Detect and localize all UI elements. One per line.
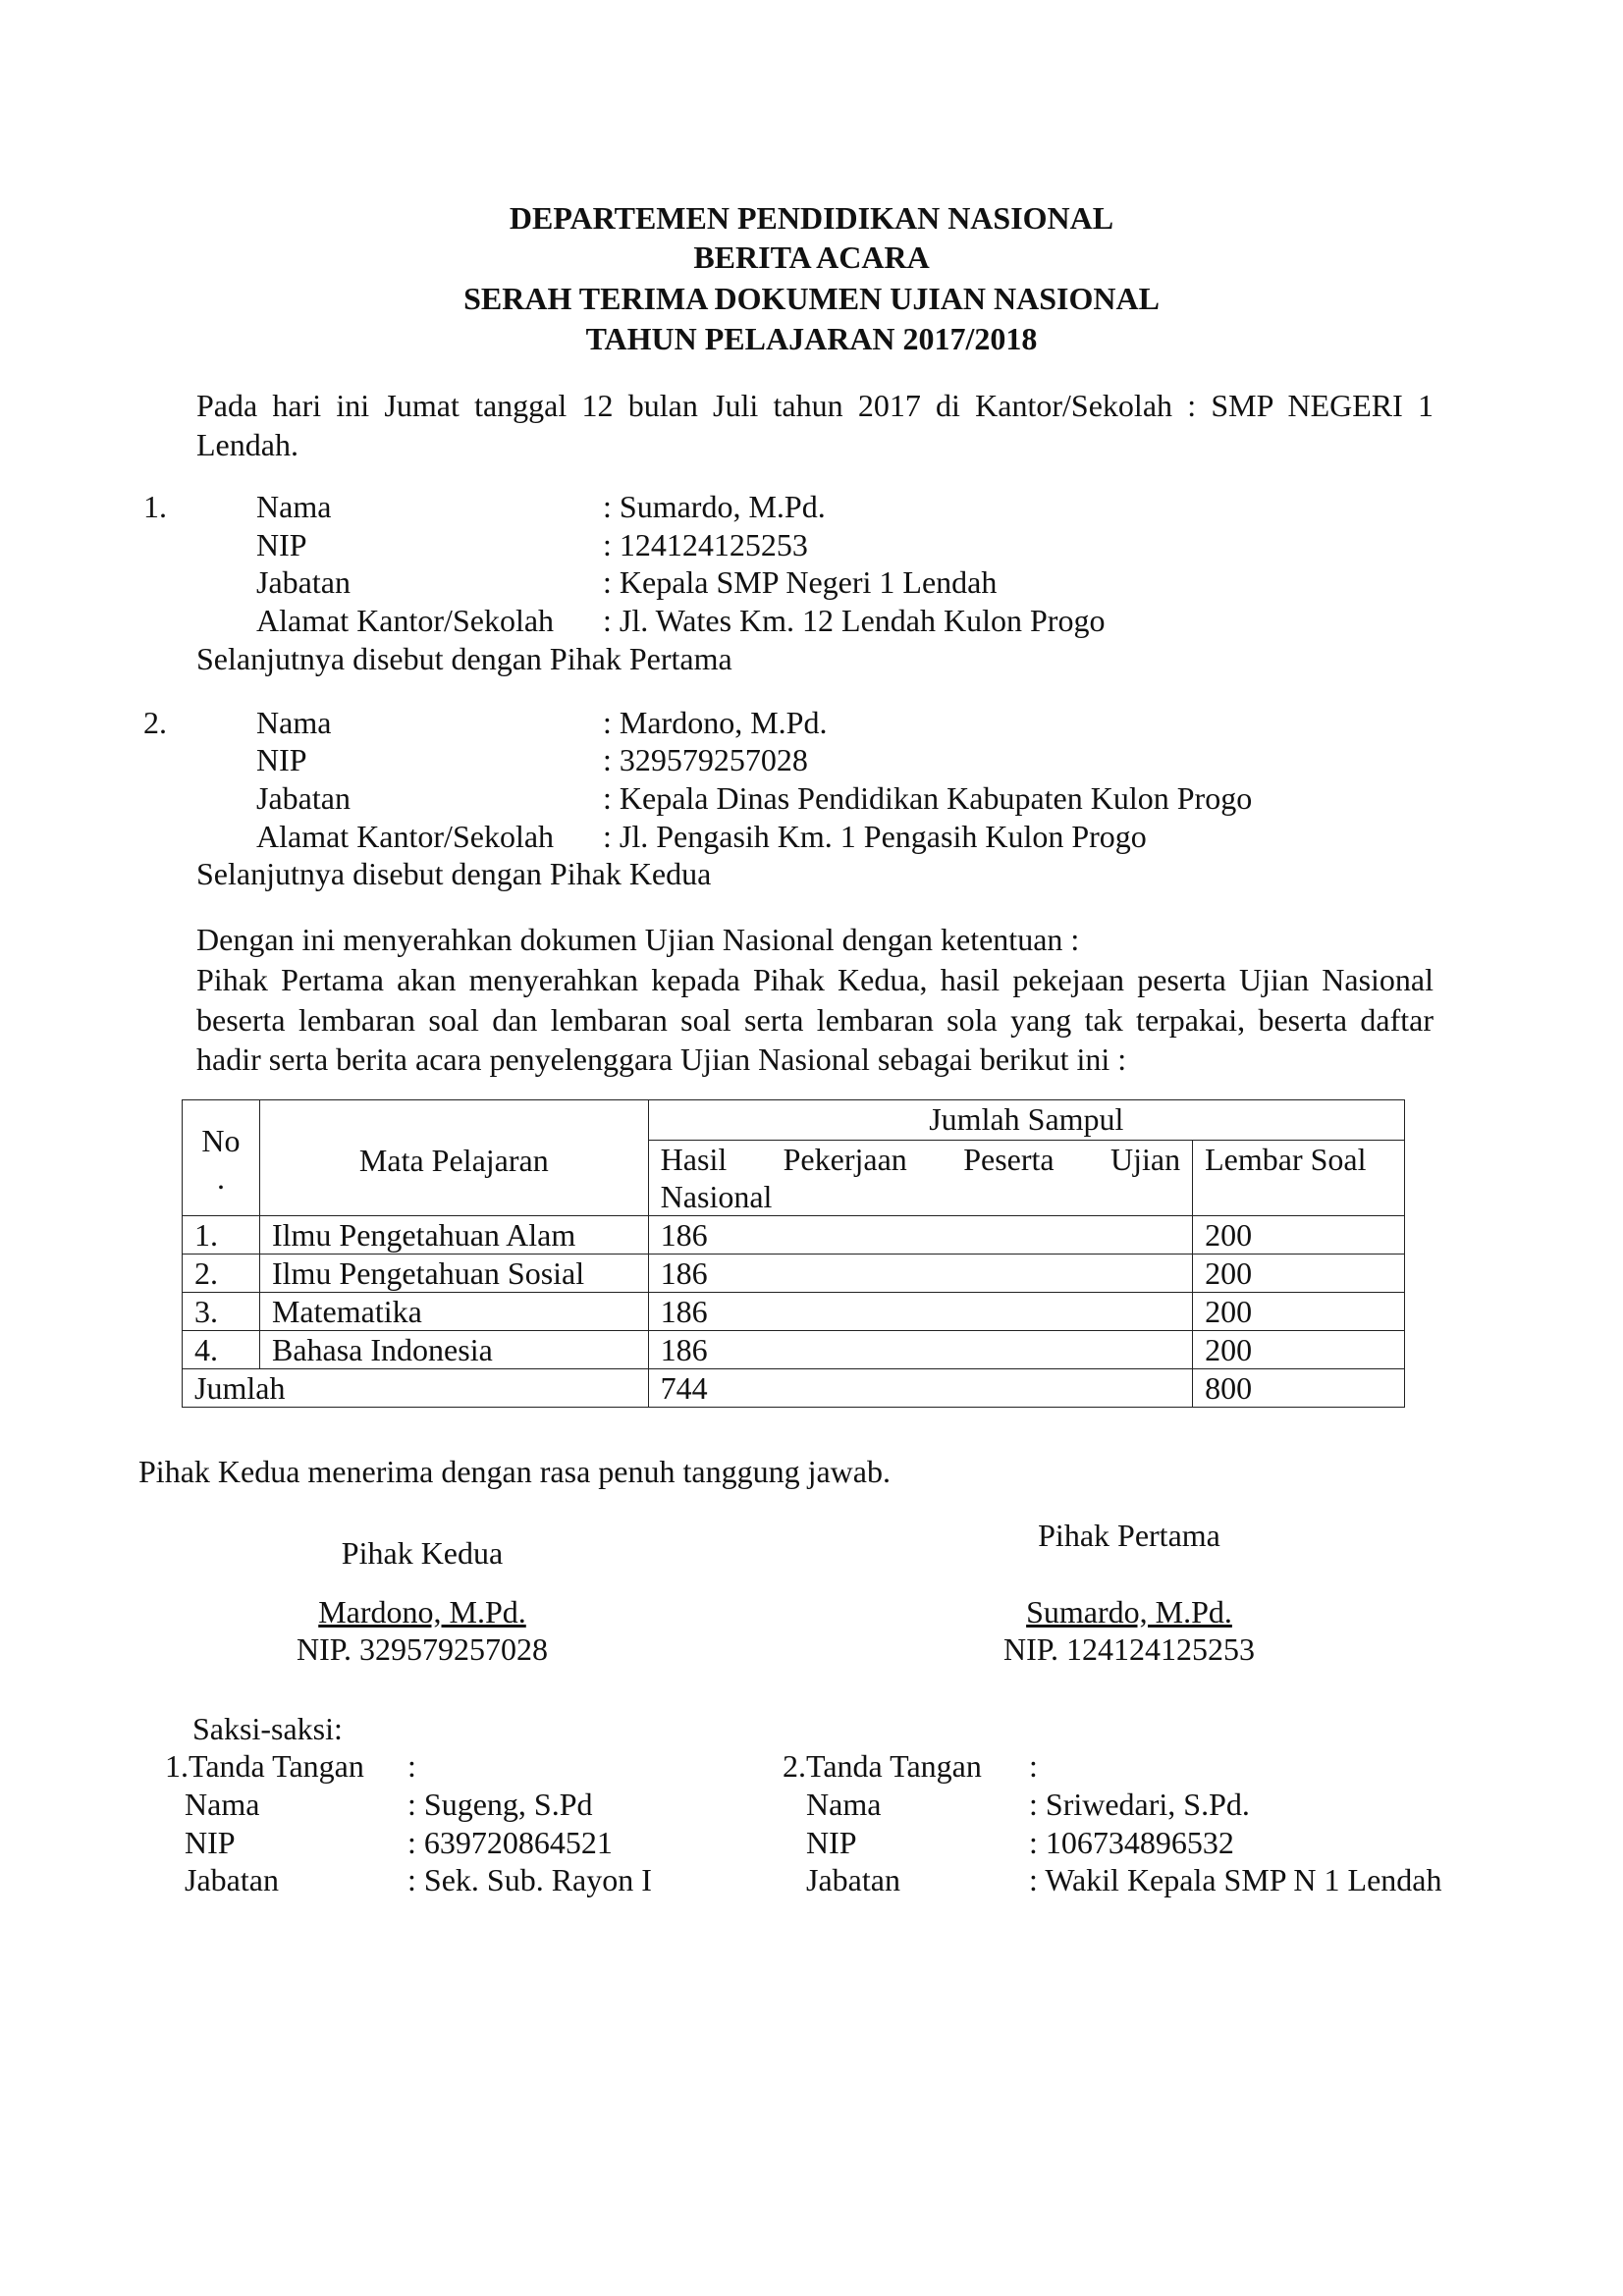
row-subject: Ilmu Pengetahuan Sosial	[259, 1255, 648, 1293]
row-no: 4.	[183, 1331, 260, 1369]
table-header-hasil	[648, 1141, 1192, 1216]
party1-alamat-value: : Jl. Wates Km. 12 Lendah Kulon Progo	[603, 603, 1106, 638]
party1-nip-label: NIP	[256, 527, 307, 562]
right-signature-name: Sumardo, M.Pd.	[1026, 1594, 1232, 1629]
row-lembar: 200	[1193, 1255, 1405, 1293]
hasil-header-line-1: Hasil Pekerjaan Peserta Ujian	[660, 1142, 1181, 1177]
right-signature-nip: NIP. 124124125253	[1002, 1631, 1255, 1667]
no-header-line-1: No	[201, 1123, 241, 1158]
subject-header-text: Mata Pelajaran	[358, 1143, 549, 1178]
header-line-1: DEPARTEMEN PENDIDIKAN NASIONAL	[509, 200, 1114, 236]
row-lembar: 200	[1193, 1293, 1405, 1331]
intro-line-1: Pada hari ini Jumat tanggal 12 bulan Juli tahun 2017 di Kantor/Sekolah : SMP NEGERI 1	[196, 388, 1434, 423]
acceptance-text: Pihak Kedua menerima dengan rasa penuh tanggung jawab.	[138, 1454, 891, 1489]
table-total-row	[183, 1369, 1405, 1408]
witness1-jabatan-label: Jabatan	[185, 1862, 279, 1897]
row-lembar: 200	[1193, 1216, 1405, 1255]
party2-name-label: Nama	[256, 705, 332, 740]
row-hasil: 186	[648, 1255, 1192, 1293]
exam-documents-table	[182, 1099, 1405, 1408]
body-line-1: Dengan ini menyerahkan dokumen Ujian Nasional dengan ketentuan :	[196, 922, 1080, 957]
party1-jabatan-value: : Kepala SMP Negeri 1 Lendah	[603, 564, 998, 600]
row-subject: Bahasa Indonesia	[259, 1331, 648, 1369]
no-header-line-2: .	[216, 1160, 225, 1196]
witness1-name-value: : Sugeng, S.Pd	[407, 1787, 593, 1822]
party1-closing: Selanjutnya disebut dengan Pihak Pertama	[196, 641, 732, 676]
witnesses-title: Saksi-saksi:	[192, 1711, 343, 1746]
row-lembar: 200	[1193, 1331, 1405, 1369]
party2-number: 2.	[143, 705, 167, 740]
party1-jabatan-label: Jabatan	[256, 564, 351, 600]
witness1-name-label: Nama	[185, 1787, 260, 1822]
witness2-nip-label: NIP	[806, 1825, 857, 1860]
body-line-4: hadir serta berita acara penyelenggara Ujian Nasional sebagai berikut ini :	[196, 1041, 1127, 1077]
party1-alamat-label: Alamat Kantor/Sekolah	[256, 603, 555, 638]
party1-nip-value: : 124124125253	[603, 527, 808, 562]
party2-nip-label: NIP	[256, 742, 307, 777]
party2-jabatan-label: Jabatan	[256, 780, 351, 816]
party1-name-value: : Sumardo, M.Pd.	[603, 489, 826, 524]
table-header-lembar: Lembar Soal	[1193, 1141, 1405, 1216]
party2-alamat-value: : Jl. Pengasih Km. 1 Pengasih Kulon Progo	[603, 819, 1147, 854]
witness1-nip-label: NIP	[185, 1825, 236, 1860]
total-hasil: 744	[648, 1369, 1192, 1408]
left-signature-name-wrap	[177, 1593, 668, 1630]
table-header-subject	[259, 1100, 648, 1216]
witness2-jabatan-label: Jabatan	[806, 1862, 900, 1897]
row-no: 2.	[183, 1255, 260, 1293]
header-line-2: BERITA ACARA	[693, 240, 930, 275]
total-label: Jumlah	[183, 1369, 649, 1408]
table-row	[183, 1293, 1405, 1331]
body-line-2: Pihak Pertama akan menyerahkan kepada Pihak Kedua, hasil pekejaan peserta Ujian Nasional	[196, 962, 1434, 997]
table-row	[183, 1331, 1405, 1369]
witness2-sign-value: :	[1029, 1748, 1038, 1784]
party2-closing: Selanjutnya disebut dengan Pihak Kedua	[196, 856, 712, 891]
witness1-jabatan-value: : Sek. Sub. Rayon I	[407, 1862, 652, 1897]
header-line-3: SERAH TERIMA DOKUMEN UJIAN NASIONAL	[463, 281, 1160, 316]
left-signature-nip: NIP. 329579257028	[296, 1631, 548, 1667]
witness1-sign-value: :	[407, 1748, 416, 1784]
party1-name-label: Nama	[256, 489, 332, 524]
hasil-header-line-2: Nasional	[660, 1179, 773, 1214]
right-signature-name-wrap	[884, 1593, 1375, 1630]
row-hasil: 186	[648, 1331, 1192, 1369]
party2-alamat-label: Alamat Kantor/Sekolah	[256, 819, 555, 854]
header-line-4: TAHUN PELAJARAN 2017/2018	[585, 321, 1038, 356]
row-no: 3.	[183, 1293, 260, 1331]
witness2-jabatan-value: : Wakil Kepala SMP N 1 Lendah	[1029, 1862, 1442, 1897]
total-lembar: 800	[1193, 1369, 1405, 1408]
table-header-group: Jumlah Sampul	[648, 1100, 1404, 1141]
witness2-name-value: : Sriwedari, S.Pd.	[1029, 1787, 1250, 1822]
witness2-name-label: Nama	[806, 1787, 882, 1822]
party2-jabatan-value: : Kepala Dinas Pendidikan Kabupaten Kulon Progo	[603, 780, 1253, 816]
intro-line-2: Lendah.	[196, 427, 298, 462]
left-signature-role: Pihak Kedua	[341, 1535, 504, 1571]
table-row	[183, 1255, 1405, 1293]
row-hasil: 186	[648, 1216, 1192, 1255]
party2-nip-value: : 329579257028	[603, 742, 808, 777]
witness1-sign-label: 1.Tanda Tangan	[165, 1748, 364, 1784]
witness2-sign-label: 2.Tanda Tangan	[783, 1748, 982, 1784]
left-signature-name: Mardono, M.Pd.	[318, 1594, 526, 1629]
table-header-no	[183, 1100, 260, 1216]
body-line-3: beserta lembaran soal dan lembaran soal serta lembaran sola yang tak terpakai, beserta daftar	[196, 1002, 1434, 1038]
row-subject: Matematika	[259, 1293, 648, 1331]
witness2-nip-value: : 106734896532	[1029, 1825, 1234, 1860]
party1-number: 1.	[143, 489, 167, 524]
row-no: 1.	[183, 1216, 260, 1255]
party2-name-value: : Mardono, M.Pd.	[603, 705, 828, 740]
table-row	[183, 1216, 1405, 1255]
right-signature-role: Pihak Pertama	[1038, 1518, 1220, 1553]
witness1-nip-value: : 639720864521	[407, 1825, 613, 1860]
row-subject: Ilmu Pengetahuan Alam	[259, 1216, 648, 1255]
row-hasil: 186	[648, 1293, 1192, 1331]
